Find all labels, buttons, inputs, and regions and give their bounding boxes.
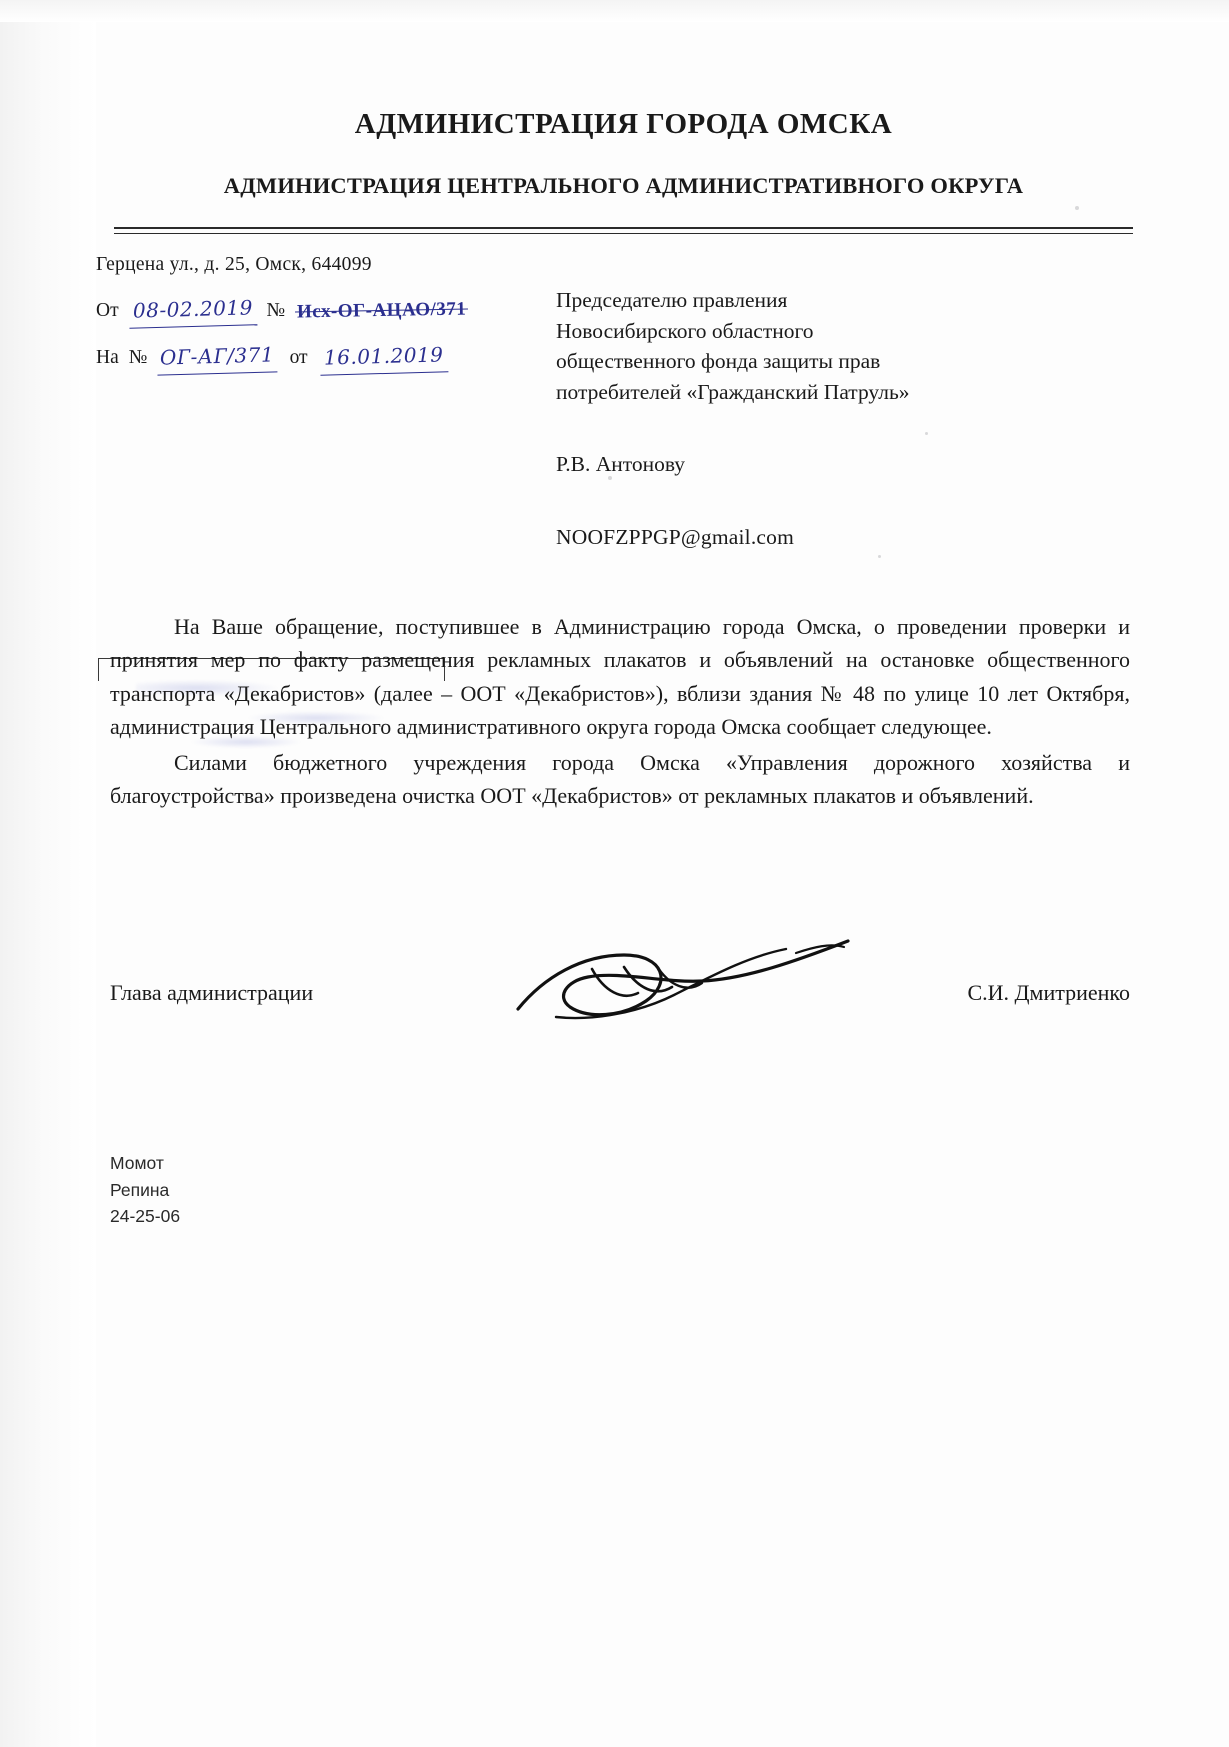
outgoing-number-label: № xyxy=(266,300,286,322)
incoming-number-label: № xyxy=(128,347,148,369)
signatory-position: Глава администрации xyxy=(110,980,314,1005)
executors-block xyxy=(110,1150,180,1230)
addressee-block xyxy=(556,285,1076,552)
incoming-reference-row xyxy=(96,341,566,374)
addressee-line-2: Новосибирского областного xyxy=(556,318,814,343)
outgoing-number-value: Исх-ОГ-АЦАО/371 xyxy=(297,295,467,327)
letter-body xyxy=(110,610,1130,813)
signatory-name: С.И. Дмитриенко xyxy=(967,980,1130,1005)
addressee-line-4: потребителей «Гражданский Патруль» xyxy=(556,379,910,404)
executor-name-1: Момот xyxy=(110,1153,164,1173)
addressee-name: Р.В. Антонову xyxy=(556,452,686,477)
outgoing-reference-row xyxy=(96,294,566,327)
body-paragraph-2: Силами бюджетного учреждения города Омска «Управления дорожного хозяйства и благоустройства» произведена очистка ООТ «Декабристов» от рекламных плакатов и объявлений. xyxy=(110,749,1130,809)
body-paragraph-1: На Ваше обращение, поступившее в Администрацию города Омска, о проведении проверки и принятия мер по факту размещения рекламных плакатов и объявлений на остановке общественного транспорта «Декабристов» (далее – ООТ «Декабристов»), вблизи здания № 48 по улице 10 лет Октября, администрация Центрального административного округа города Омска сообщает следующее. xyxy=(110,614,1130,740)
organization-title: АДМИНИСТРАЦИЯ ГОРОДА ОМСКА xyxy=(354,108,893,140)
incoming-date-label: от xyxy=(289,347,308,369)
requisites-block xyxy=(96,250,566,374)
executor-phone: 24-25-06 xyxy=(110,1206,181,1227)
addressee-line-3: общественного фонда защиты прав xyxy=(556,349,881,374)
sender-address: Герцена ул., д. 25, Омск, 644099 xyxy=(96,254,372,275)
outgoing-date-handwritten: 08-02.2019 xyxy=(128,292,257,329)
addressee-line-1: Председателю правления xyxy=(556,288,788,312)
incoming-date-handwritten: 16.01.2019 xyxy=(319,339,447,376)
document-content xyxy=(96,0,1151,1747)
executor-name-2: Репина xyxy=(110,1179,170,1200)
incoming-number-handwritten: ОГ-АГ/371 xyxy=(157,340,278,376)
scan-edge-left xyxy=(0,0,96,1747)
addressee-email: NOOFZPPGP@gmail.com xyxy=(556,524,795,549)
organization-subtitle: АДМИНИСТРАЦИЯ ЦЕНТРАЛЬНОГО АДМИНИСТРАТИВНОГО ОКРУГА xyxy=(223,173,1024,198)
outgoing-from-label: От xyxy=(96,300,119,322)
incoming-on-label: На xyxy=(96,347,119,369)
signature-row xyxy=(110,980,1130,1006)
header-divider xyxy=(114,227,1133,234)
